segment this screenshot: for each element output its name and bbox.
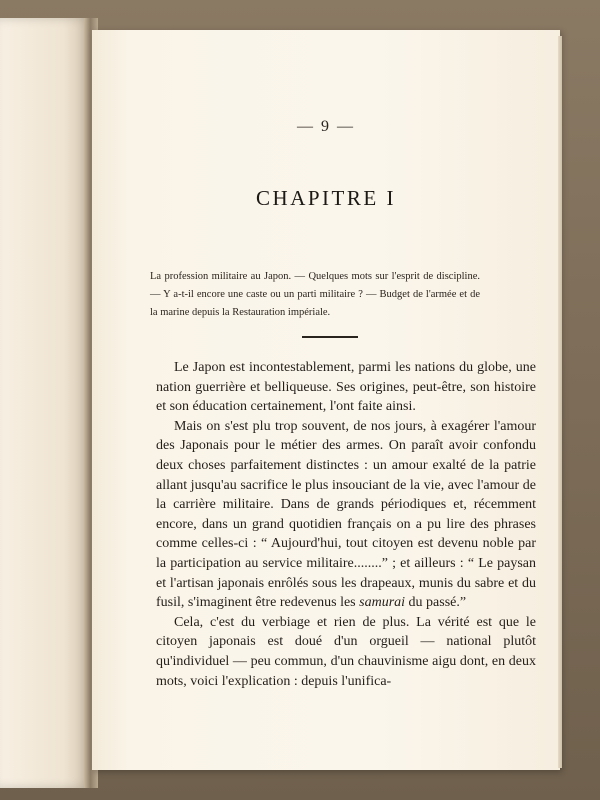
paragraph-2: Mais on s'est plu trop souvent, de nos jours, à exagérer l'amour des Japonais pour le métier des armes. On paraît avoir confondu deux choses parfaitement distinctes : un amour exalté de la patrie allant jusqu'au sacrifice le plus insouciant de la vie, avec l'amour de la carrière militaire. Dans de grands périodiques et, récemment encore, dans un grand quotidien français on a pu lire des phrases comme celles-ci : “ Aujourd'hui, tout citoyen est devenu noble par la participation au service militaire........” ; et ailleurs : “ Le paysan et l'artisan japonais enrôlés sous les drapeaux, munis du sabre et du fusil, s'imaginent être redevenus les samurai du passé.” (156, 418, 536, 611)
chapter-title: CHAPITRE I (256, 186, 396, 210)
paragraph-3: Cela, c'est du verbiage et rien de plus. La vérité est que le citoyen japonais est doué d'un orgueil — national plutôt qu'individuel — peu commun, d'un chauvinisme aigu dont, en deux mots, voici l'explication : depuis l'unifica- (156, 614, 536, 689)
paragraph-1: Le Japon est incontestablement, parmi les nations du globe, une nation guerrière et belliqueuse. Ses origines, peut-être, son histoire et son éducation certainement, l'ont faite ainsi. (156, 360, 536, 415)
chapter-summary: La profession militaire au Japon. — Quelques mots sur l'esprit de discipline. — Y a-t-il encore une caste ou un parti militaire ? — Budget de l'armée et de la marine depuis la Restauration impériale. (150, 271, 480, 318)
page-number: — 9 — (297, 118, 355, 135)
body-text (156, 358, 536, 691)
left-page (0, 18, 90, 788)
book-page (92, 30, 560, 770)
page-edge (558, 36, 562, 768)
divider-rule (302, 336, 358, 338)
